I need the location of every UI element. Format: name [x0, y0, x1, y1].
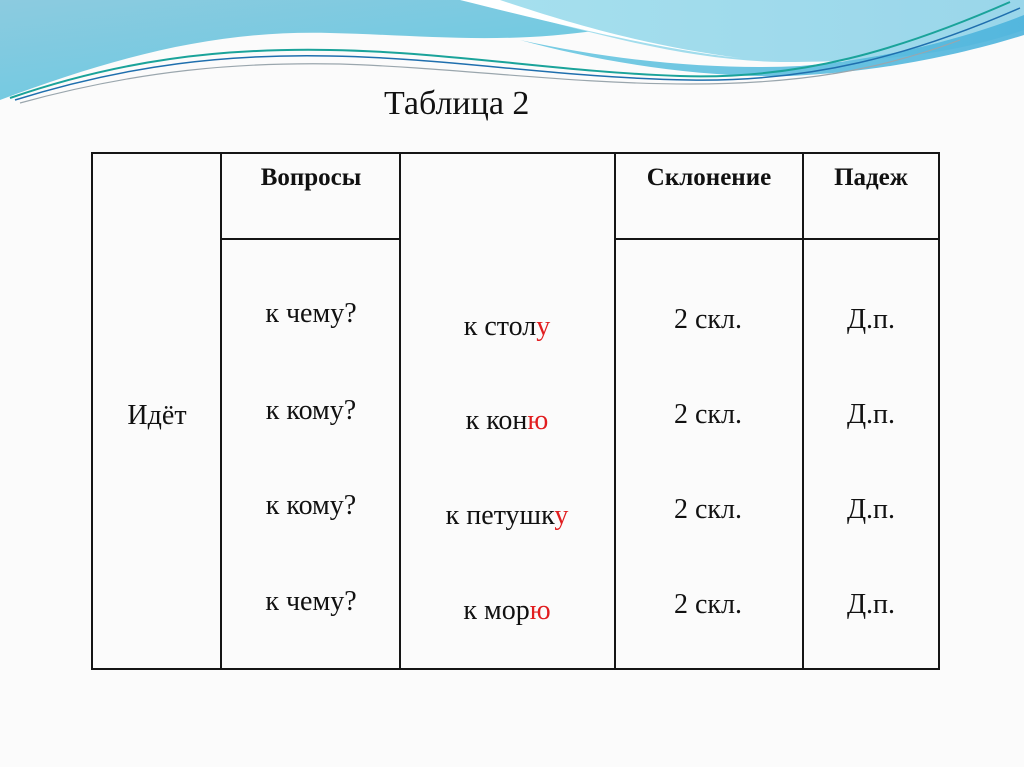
grammar-table: [91, 152, 940, 670]
case-cell: Д.п.: [846, 494, 896, 525]
noun-stem: к мор: [463, 595, 530, 626]
declension-cell: 2 скл.: [673, 589, 743, 620]
noun-cell: [466, 405, 549, 437]
noun-cell: [463, 595, 550, 627]
noun-stem: к петушк: [445, 500, 555, 531]
col-divider-1: [220, 152, 222, 670]
question-cell: к чему?: [265, 298, 357, 329]
header-case: Падеж: [834, 164, 908, 191]
header-declension: Склонение: [646, 164, 772, 191]
col-divider-3: [614, 152, 616, 670]
table-border-right: [938, 152, 940, 670]
header-divider-right: [614, 238, 940, 240]
noun-stem: к стол: [463, 311, 537, 342]
table-border-left: [91, 152, 93, 670]
declension-cell: 2 скл.: [673, 494, 743, 525]
noun-ending: ю: [527, 405, 549, 436]
slide-title: Таблица 2: [384, 85, 530, 122]
noun-ending: у: [536, 311, 551, 342]
noun-ending: у: [554, 500, 569, 531]
case-cell: Д.п.: [846, 399, 896, 430]
declension-cell: 2 скл.: [673, 399, 743, 430]
table-border-top: [91, 152, 940, 154]
col-divider-2: [399, 152, 401, 670]
noun-stem: к кон: [465, 405, 528, 436]
case-cell: Д.п.: [846, 304, 896, 335]
declension-cell: 2 скл.: [673, 304, 743, 335]
question-cell: к чему?: [265, 586, 357, 617]
table-border-bottom: [91, 668, 940, 670]
case-cell: Д.п.: [846, 589, 896, 620]
header-questions: Вопросы: [260, 164, 362, 191]
col-divider-4: [802, 152, 804, 670]
header-divider-questions: [220, 238, 401, 240]
noun-cell: [446, 500, 569, 532]
noun-ending: ю: [529, 595, 551, 626]
question-cell: к кому?: [265, 395, 357, 426]
question-cell: к кому?: [265, 490, 357, 521]
verb-cell: Идёт: [127, 400, 187, 431]
noun-cell: [464, 311, 551, 343]
